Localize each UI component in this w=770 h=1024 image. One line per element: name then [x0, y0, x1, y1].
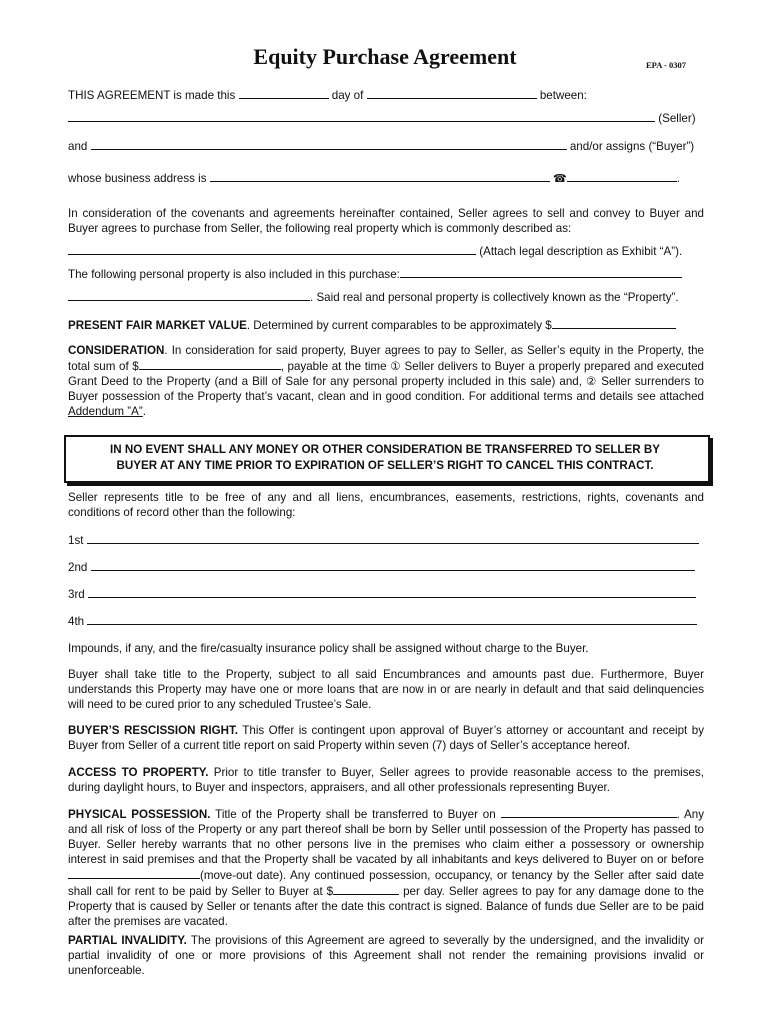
impounds-text: Impounds, if any, and the fire/casualty insurance policy shall be assigned without charge to the Buyer.	[68, 642, 589, 655]
and-label: and	[68, 140, 88, 153]
invalidity-text: The provisions of this Agreement are agreed to severally by the undersigned, and the invalidity or partial invalidity of one or more provisions of this Agreement shall not render the remaining provisions invalid or unenforceable.	[68, 934, 705, 977]
fair-market-label: PRESENT FAIR MARKET VALUE	[68, 319, 247, 332]
possession-text-2: . Any and all risk of loss of the Property or any part thereof shall be born by Seller until possession of the Property has passed to Buyer. Seller hereby warrants that no other persons live in the premises who claim either a possessory or ownership interest in said premises and that the Property shall be vacated by all inhabitants and keys delivered to Buyer on or before	[68, 808, 705, 866]
day-blank[interactable]	[239, 87, 329, 99]
exception-label: 4th	[68, 615, 85, 628]
possession-text-1: Title of the Property shall be transferred to Buyer on	[210, 808, 496, 821]
invalidity-paragraph	[68, 933, 704, 978]
exception-blank[interactable]	[88, 586, 696, 598]
month-year-blank[interactable]	[367, 87, 537, 99]
property-description-line	[68, 243, 704, 259]
possession-text-3: (move-out date). Any continued possession, occupancy, or tenancy by the Seller after said date shall call for rent to be paid by Seller to Buyer at $	[68, 869, 704, 898]
exception-row	[68, 559, 704, 575]
consideration-label: CONSIDERATION	[68, 344, 165, 357]
transfer-date-blank[interactable]	[501, 806, 677, 818]
and-or-assigns-label: and/or assigns (“Buyer”)	[569, 140, 695, 153]
possession-label: PHYSICAL POSSESSION.	[68, 808, 211, 821]
day-of-label: day of	[331, 89, 364, 102]
seller-label: (Seller)	[658, 112, 696, 125]
seller-line	[68, 110, 704, 126]
personal-property-line	[68, 266, 704, 282]
seller-name-blank[interactable]	[68, 110, 655, 122]
agreement-date-line	[68, 87, 704, 103]
made-this-label: THIS AGREEMENT is made this	[68, 89, 236, 102]
exception-label: 1st	[68, 534, 84, 547]
access-label: ACCESS TO PROPERTY.	[68, 766, 209, 779]
collectively-known-line	[68, 289, 704, 305]
business-address-line	[68, 170, 704, 186]
fair-market-value-blank[interactable]	[552, 317, 676, 329]
addendum-link: Addendum ”A”	[68, 405, 143, 418]
move-out-date-blank[interactable]	[68, 867, 200, 879]
consideration-intro: In consideration of the covenants and agreements hereinafter contained, Seller agrees to sell and convey to Buyer and Buyer agrees to purchase from Seller, the following real property which is commonly described as:	[68, 207, 704, 235]
exception-row	[68, 613, 704, 629]
attach-legal-label: (Attach legal description as Exhibit “A”).	[479, 245, 683, 258]
access-paragraph	[68, 765, 704, 795]
document-title: Equity Purchase Agreement	[253, 44, 517, 69]
consideration-text-3: .	[142, 405, 146, 418]
buyer-line	[68, 138, 704, 154]
buyer-name-blank[interactable]	[91, 138, 567, 150]
total-sum-blank[interactable]	[139, 358, 281, 370]
personal-property-label: The following personal property is also included in this purchase:	[68, 268, 400, 281]
consideration-text-2: , payable at the time ① Seller delivers to Buyer a properly prepared and executed Grant Deed to the Property (and a Bill of Sale for any personal property included in this sale) and, ② Seller surrenders to Buyer possession of the Property that’s vacant, clean and in good condition. For additional terms and details see attached	[68, 360, 704, 403]
warning-line-2: BUYER AT ANY TIME PRIOR TO EXPIRATION OF SELLER’S RIGHT TO CANCEL THIS CONTRACT.	[116, 459, 654, 472]
form-number: EPA - 0307	[646, 60, 686, 70]
fair-market-text: . Determined by current comparables to be approximately $	[246, 319, 552, 332]
exception-label: 2nd	[68, 561, 88, 574]
collectively-known-text: . Said real and personal property is collectively known as the “Property”.	[310, 291, 679, 304]
take-title-paragraph: Buyer shall take title to the Property, subject to all said Encumbrances and amounts past due. Furthermore, Buyer understands this Property may have one or more loans that are now in or are nearly in default and that said delinquencies will need to be cured prior to any scheduled Trustee’s Sale.	[68, 668, 704, 711]
personal-property-blank-2[interactable]	[68, 289, 310, 301]
rescission-text: This Offer is contingent upon approval of Buyer’s attorney or accountant and receipt by Buyer from Seller of a current title report on said Property within seven (7) days of Seller’s acceptance hereof.	[68, 724, 704, 752]
property-description-blank[interactable]	[68, 243, 476, 255]
fair-market-line	[68, 317, 704, 333]
warning-line-1: IN NO EVENT SHALL ANY MONEY OR OTHER CONSIDERATION BE TRANSFERRED TO SELLER BY	[110, 443, 660, 456]
phone-icon: ☎	[553, 172, 567, 185]
possession-paragraph	[68, 806, 704, 929]
exception-blank[interactable]	[91, 559, 695, 571]
period: .	[676, 172, 680, 185]
rescission-paragraph	[68, 723, 704, 753]
exception-blank[interactable]	[87, 613, 697, 625]
possession-text-4: per day. Seller agrees to pay for any damage done to the Property that is caused by Seller or tenants after the date this contract is signed. Balance of funds due Seller are to be paid after the premises are vacated.	[68, 885, 704, 928]
personal-property-blank[interactable]	[400, 266, 682, 278]
invalidity-label: PARTIAL INVALIDITY.	[68, 934, 187, 947]
phone-blank[interactable]	[567, 170, 677, 182]
exception-row	[68, 586, 704, 602]
consideration-paragraph	[68, 343, 704, 419]
business-address-blank[interactable]	[210, 170, 550, 182]
exception-label: 3rd	[68, 588, 85, 601]
exception-blank[interactable]	[87, 532, 699, 544]
consideration-text-1: . In consideration for said property, Buyer agrees to pay to Seller, as Seller’s equity in the Property, the total sum of $	[68, 344, 704, 373]
access-text: Prior to title transfer to Buyer, Seller agrees to provide reasonable access to the premises, during daylight hours, to Buyer and inspectors, appraisers, and all other professionals representing Buyer.	[68, 766, 704, 794]
business-address-label: whose business address is	[68, 172, 207, 185]
exception-row	[68, 532, 704, 548]
rescission-label: BUYER’S RESCISSION RIGHT.	[68, 724, 239, 737]
daily-rent-blank[interactable]	[333, 883, 399, 895]
warning-text	[64, 442, 706, 474]
between-label: between:	[539, 89, 587, 102]
title-representation: Seller represents title to be free of any and all liens, encumbrances, easements, restrictions, rights, covenants and conditions of record other than the following:	[68, 491, 704, 519]
